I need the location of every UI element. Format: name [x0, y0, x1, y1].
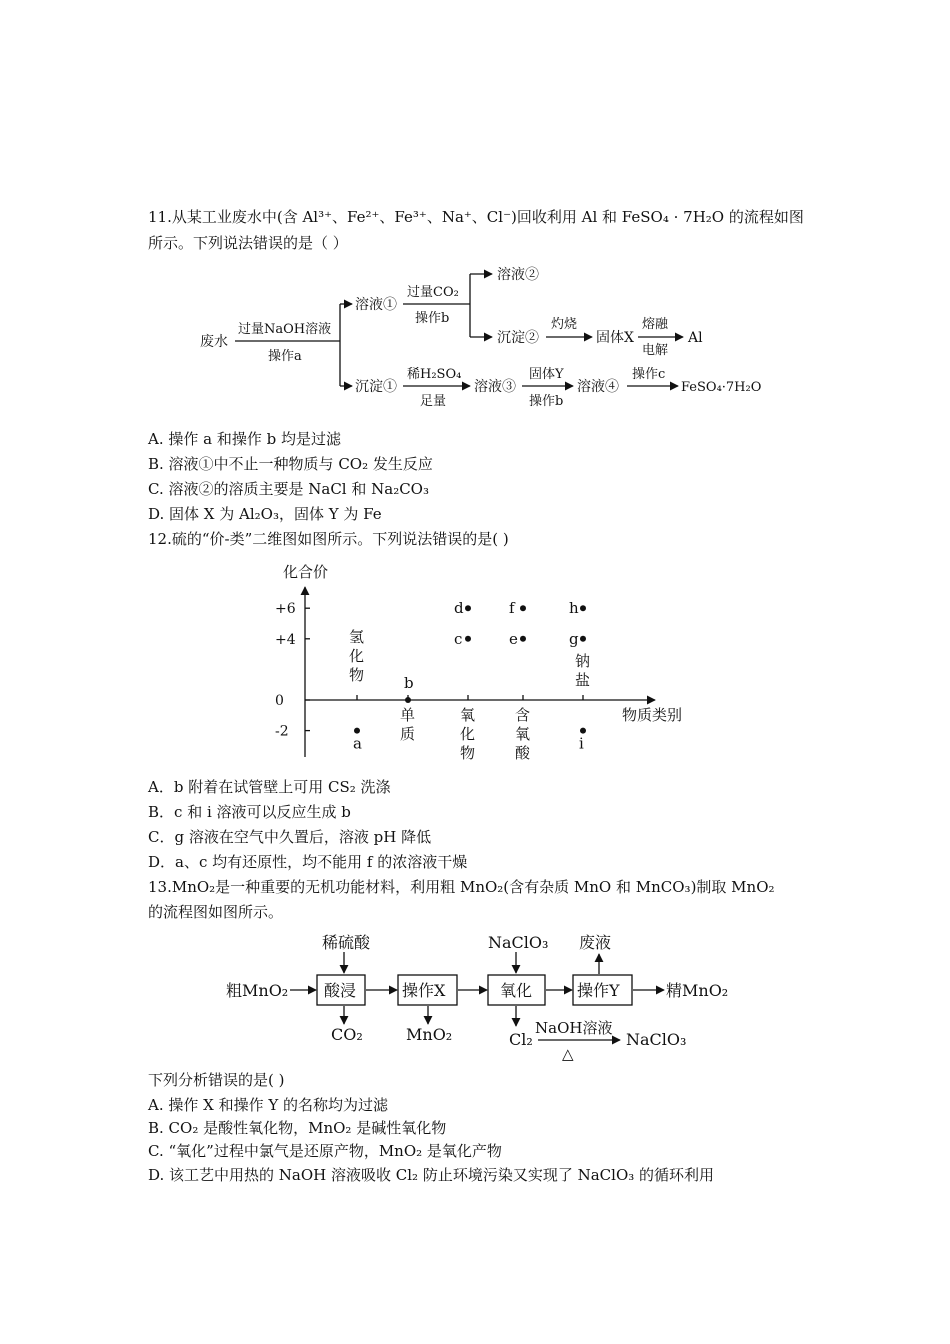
- q11-option-a: A. 操作 a 和操作 b 均是过滤: [148, 430, 341, 448]
- q13-cl2: Cl₂: [509, 1030, 533, 1049]
- q13-naoh: NaOH溶液: [535, 1019, 613, 1037]
- q12-ytick-label: +6: [275, 601, 296, 618]
- q13-crude: 粗MnO₂: [226, 981, 289, 1000]
- q11-burn: 灼烧: [551, 317, 578, 332]
- q11-al: Al: [688, 330, 703, 346]
- q11-ppt1: 沉淀①: [355, 379, 397, 395]
- q12-category-label: 单: [400, 706, 416, 724]
- q13-option-c: C. “氧化”过程中氯气是还原产物，MnO₂ 是氧化产物: [148, 1142, 502, 1160]
- q12-point-label-e: e: [509, 629, 518, 648]
- q11-option-b: B. 溶液①中不止一种物质与 CO₂ 发生反应: [148, 455, 433, 473]
- q13-acid: 稀硫酸: [322, 933, 371, 952]
- q11-option-d: D. 固体 X 为 Al₂O₃，固体 Y 为 Fe: [148, 505, 382, 523]
- q13-mno2: MnO₂: [406, 1025, 453, 1044]
- q11-ppt2: 沉淀②: [497, 330, 539, 346]
- q11-sol4: 溶液④: [577, 379, 619, 395]
- q11-opc: 操作c: [632, 367, 666, 382]
- q12-xlabel: 物质类别: [622, 706, 683, 724]
- q13-oxid: 氧化: [500, 981, 533, 1000]
- q13-leach: 酸浸: [324, 981, 357, 1000]
- q13-co2: CO₂: [331, 1025, 363, 1044]
- q12-category-label: 化: [460, 725, 476, 743]
- q12-point-label-a: a: [353, 734, 362, 753]
- q12-option-b: B．c 和 i 溶液可以反应生成 b: [148, 803, 351, 821]
- q12-category-label: 氢: [349, 628, 365, 646]
- q13-heat: △: [562, 1045, 574, 1063]
- q11-electro: 电解: [642, 343, 669, 358]
- q13-option-a: A. 操作 X 和操作 Y 的名称均为过滤: [148, 1096, 389, 1114]
- q11-solidX: 固体X: [596, 330, 634, 346]
- q12-option-c: C．g 溶液在空气中久置后，溶液 pH 降低: [148, 828, 432, 846]
- q12-point-label-c: c: [454, 629, 463, 648]
- q12-category-label: 质: [400, 725, 416, 743]
- q11-solidY-bot: 操作b: [529, 394, 564, 409]
- q12-category-label: 氧: [460, 706, 476, 724]
- q13-opy: 操作Y: [577, 981, 620, 1000]
- q12-ylabel: 化合价: [283, 563, 329, 581]
- q12-category-label: 含: [515, 706, 531, 724]
- q12-ytick-label: 0: [275, 693, 284, 709]
- q12-option-a: A．b 附着在试管壁上可用 CS₂ 洗涤: [148, 778, 391, 796]
- q12-category-label: 化: [349, 647, 365, 665]
- q11-sol1: 溶液①: [355, 297, 397, 313]
- q13-naclo3: NaClO₃: [488, 933, 549, 952]
- q13-stem-line2: 的流程图如图所示。: [148, 903, 284, 921]
- q11-step1-bot: 操作a: [268, 349, 302, 364]
- q12-category-label: 酸: [515, 744, 531, 762]
- q12-category-label: 物: [349, 666, 365, 684]
- q11-sol2: 溶液②: [497, 267, 539, 283]
- q11-h2so4-bot: 足量: [420, 394, 447, 409]
- q12-ytick-label: -2: [275, 723, 289, 740]
- q12-point-label-h: h: [569, 599, 579, 618]
- q13-stem-line1: 13.MnO₂是一种重要的无机功能材料，利用粗 MnO₂(含有杂质 MnO 和 MnCO₃)制取 MnO₂: [148, 878, 775, 896]
- q13-pure: 精MnO₂: [666, 981, 729, 1000]
- q13-question: 下列分析错误的是( ): [148, 1071, 285, 1089]
- q11-melt: 熔融: [642, 317, 669, 332]
- q11-option-c: C. 溶液②的溶质主要是 NaCl 和 Na₂CO₃: [148, 480, 429, 498]
- q11-stem-line1: 11.从某工业废水中(含 Al³⁺、Fe²⁺、Fe³⁺、Na⁺、Cl⁻)回收利用 Al 和 FeSO₄ · 7H₂O 的流程如图: [148, 208, 804, 226]
- q12-category-label: 盐: [575, 671, 591, 689]
- q13-waste: 废液: [579, 933, 612, 952]
- q11-sol3: 溶液③: [474, 379, 516, 395]
- q12-point-label-d: d: [454, 599, 464, 618]
- q11-co2-top: 过量CO₂: [407, 285, 459, 300]
- q13-naclo3-out: NaClO₃: [626, 1030, 687, 1049]
- q12-category-label: 物: [460, 744, 476, 762]
- q11-solidY-top: 固体Y: [529, 367, 564, 382]
- q13-opx: 操作X: [402, 981, 446, 1000]
- q11-step1-top: 过量NaOH溶液: [238, 322, 332, 337]
- q11-h2so4-top: 稀H₂SO₄: [407, 367, 462, 382]
- q12-category-label: 钠: [575, 652, 591, 670]
- q12-stem: 12.硫的“价-类”二维图如图所示。下列说法错误的是( ): [148, 530, 509, 548]
- q13-option-b: B. CO₂ 是酸性氧化物，MnO₂ 是碱性氧化物: [148, 1119, 447, 1137]
- q11-stem-line2: 所示。下列说法错误的是（ ）: [148, 234, 348, 252]
- q13-option-d: D. 该工艺中用热的 NaOH 溶液吸收 Cl₂ 防止环境污染又实现了 NaClO₃ 的循环利用: [148, 1166, 715, 1184]
- q11-product: FeSO₄·7H₂O: [681, 380, 762, 395]
- q11-co2-bot: 操作b: [415, 311, 450, 326]
- q12-point-label-g: g: [569, 629, 579, 648]
- q11-waste: 废水: [200, 334, 228, 350]
- q12-point-label-b: b: [404, 674, 414, 692]
- q12-ytick-label: +4: [275, 631, 296, 648]
- q12-category-label: 氧: [515, 725, 531, 743]
- q12-option-d: D．a、c 均有还原性，均不能用 f 的浓溶液干燥: [148, 853, 468, 871]
- q12-point-label-f: f: [509, 599, 515, 618]
- q12-point-label-i: i: [579, 734, 584, 753]
